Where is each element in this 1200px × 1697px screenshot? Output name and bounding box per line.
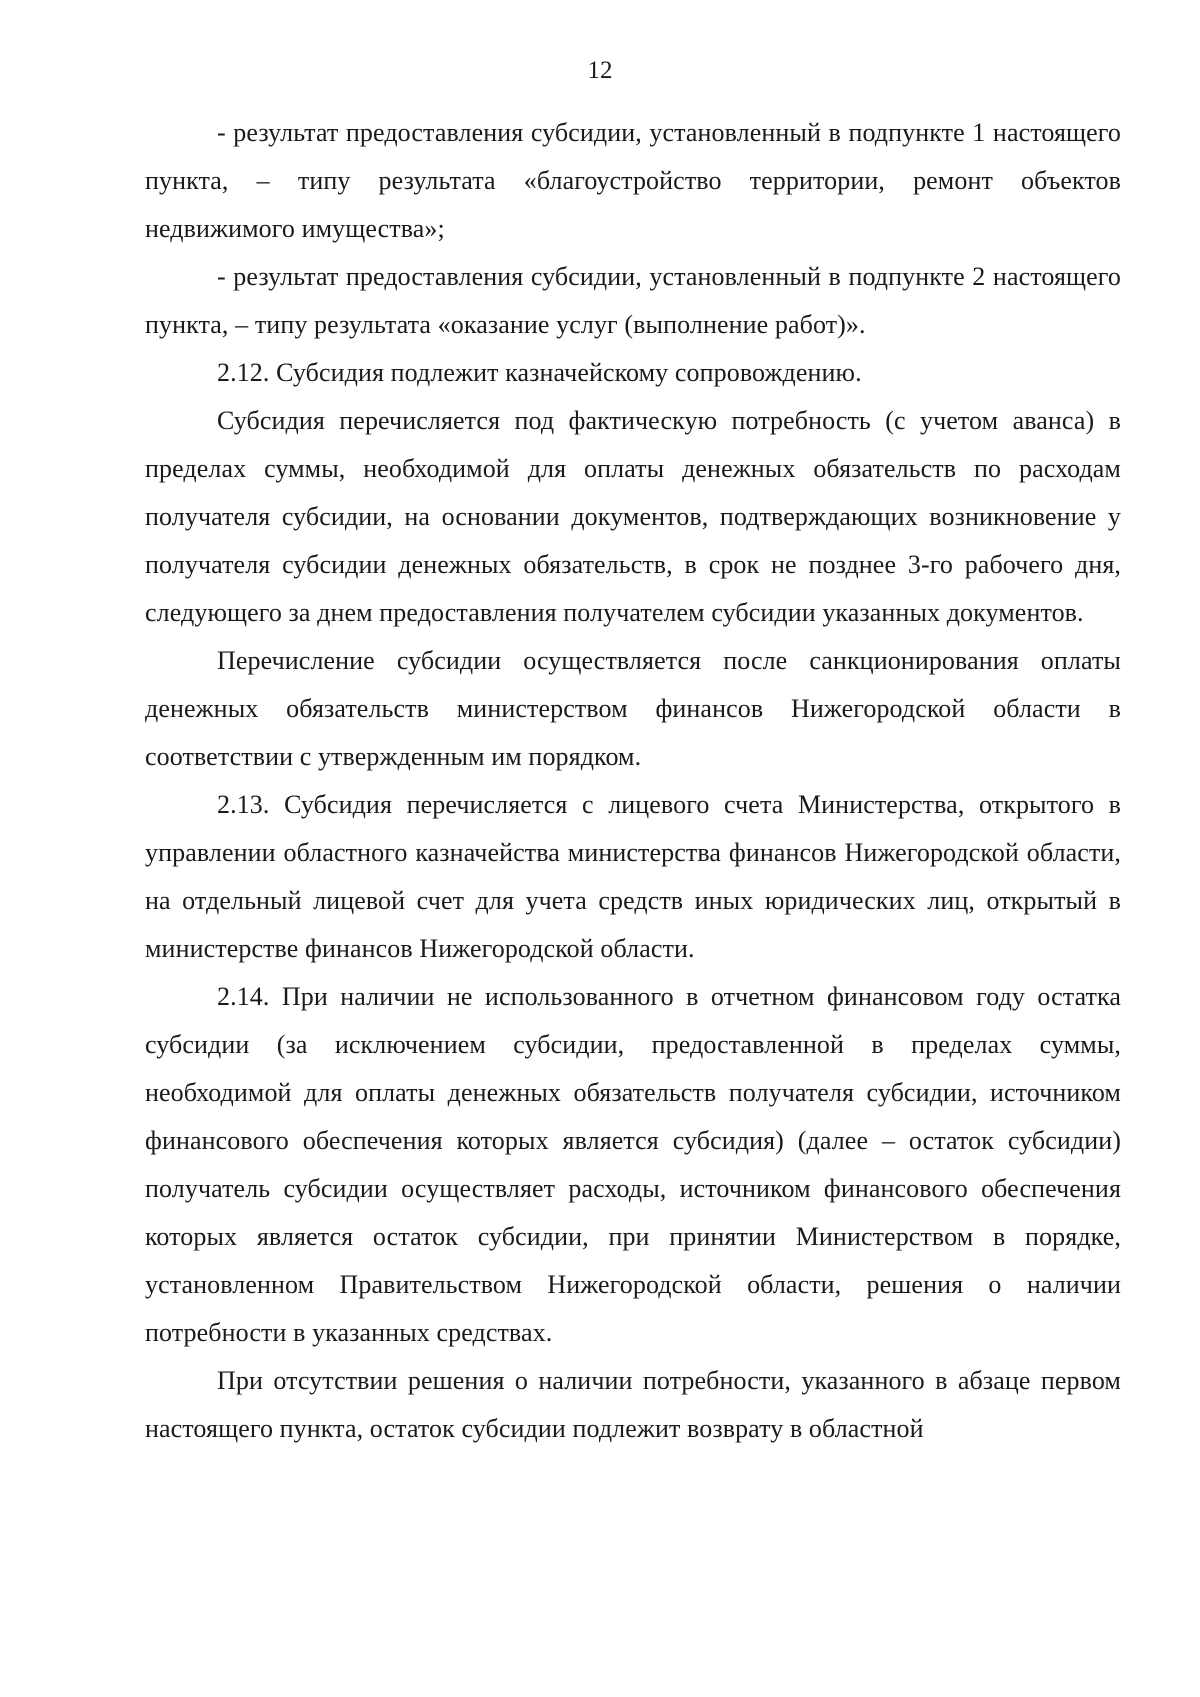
paragraph-result-subitem-1: - результат предоставления субсидии, установленный в подпункте 1 настоящего пункта, – типу результата «благоустройство территории, ремонт объектов недвижимого имущества»; [145,118,1121,243]
paragraph-2-13: 2.13. Субсидия перечисляется с лицевого счета Министерства, открытого в управлении областного казначейства министерства финансов Нижегородской области, на отдельный лицевой счет для учета средств иных юридических лиц, открытый в министерстве финансов Нижегородской области. [145,790,1121,963]
paragraph-result-subitem-2: - результат предоставления субсидии, установленный в подпункте 2 настоящего пункта, – типу результата «оказание услуг (выполнение работ)». [145,262,1121,339]
paragraph-subsidy-transfer: Субсидия перечисляется под фактическую потребность (с учетом аванса) в пределах суммы, необходимой для оплаты денежных обязательств по расходам получателя субсидии, на основании документов, подтверждающих возникновение у получателя субсидии денежных обязательств, в срок не позднее 3-го рабочего дня, следующего за днем предоставления получателем субсидии указанных документов. [145,406,1121,627]
paragraph-2-12: 2.12. Субсидия подлежит казначейскому сопровождению. [217,358,862,387]
paragraph-transfer-authorization: Перечисление субсидии осуществляется после санкционирования оплаты денежных обязательств министерством финансов Нижегородской области в соответствии с утвержденным им порядком. [145,646,1121,771]
page-number: 12 [587,57,613,84]
paragraph-2-14: 2.14. При наличии не использованного в отчетном финансовом году остатка субсидии (за исключением субсидии, предоставленной в пределах суммы, необходимой для оплаты денежных обязательств получателя субсидии, источником финансового обеспечения которых является субсидия) (далее – остаток субсидии) получатель субсидии осуществляет расходы, источником финансового обеспечения которых является остаток субсидии, при принятии Министерством в порядке, установленном Правительством Нижегородской области, решения о наличии потребности в указанных средствах. [145,982,1121,1347]
paragraph-no-decision: При отсутствии решения о наличии потребности, указанного в абзаце первом настоящего пункта, остаток субсидии подлежит возврату в областной [145,1366,1121,1443]
document-body [145,109,1121,1453]
